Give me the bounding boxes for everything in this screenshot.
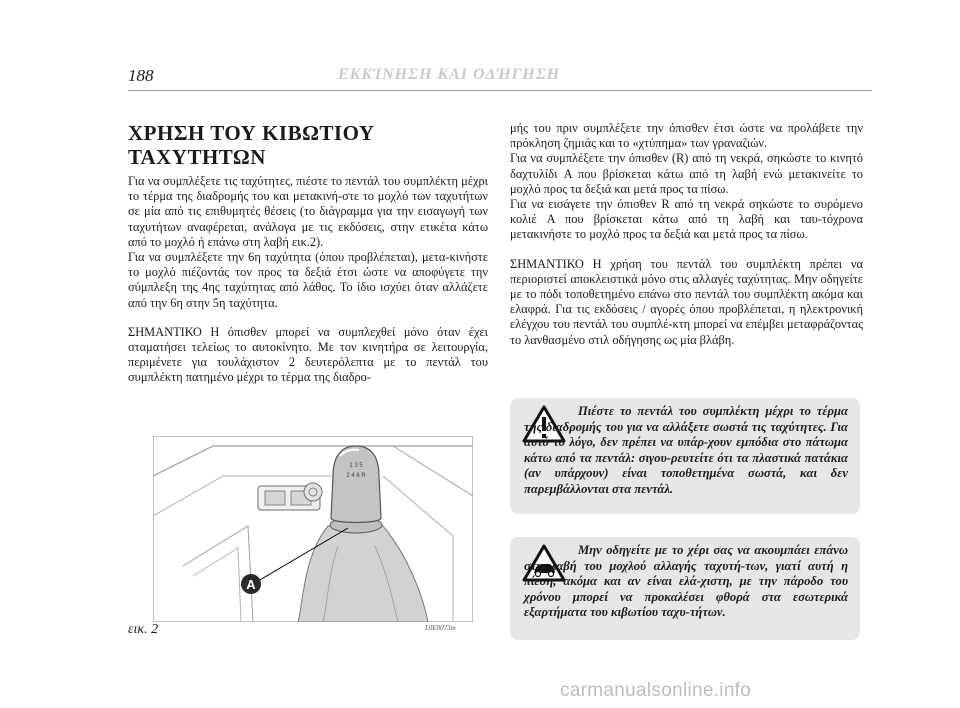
warning-box-pedal xyxy=(510,398,860,514)
knob-pattern-top: 1 3 5 xyxy=(349,463,363,469)
watermark: carmanualsonline.info xyxy=(560,680,752,701)
figure-caption: εικ. 2 xyxy=(128,622,159,637)
section-title-line1: ΧΡΗΣΗ ΤΟΥ ΚΙΒΩΤΙΟΥ xyxy=(128,121,375,145)
left-paragraph-2: Για να συμπλέξετε την 6η ταχύτητα (όπου προβλέπεται), μετα-κινήστε το μοχλό πιέζοντάς τον προς τα δεξιά έτσι ώστε να αποφύγετε την σύμπλεξη της 4ης ταχύτητας από λάθος. Το ίδιο ισχύει όταν αλλάζετε από την 6η στην 5η ταχύτητα. xyxy=(128,250,488,310)
page-number: 188 xyxy=(128,66,154,85)
gear-lever-figure xyxy=(153,436,473,622)
gear-lever-illustration xyxy=(153,436,473,622)
left-column xyxy=(128,174,488,400)
callout-a-label: A xyxy=(246,577,256,592)
right-paragraph-1: μής του πριν συμπλέξετε την όπισθεν έτσι ώστε να προλάβετε την πρόκληση ζημιάς και το «χτύπημα» των γραναζιών. xyxy=(510,121,863,151)
header-rule xyxy=(128,90,872,91)
right-column xyxy=(510,121,863,362)
left-paragraph-3: ΣΗΜΑΝΤΙΚΟ Η όπισθεν μπορεί να συμπλεχθεί μόνο όταν έχει σταματήσει τελείως το αυτοκίνητο. Με τον κινητήρα σε λειτουργία, περιμένετε για τουλάχιστον 2 δευτερόλεπτα με το πεντάλ του συμπλέκτη πατημένο μέχρι το τέρμα της διαδρο- xyxy=(128,324,488,385)
warning-text-pedal: Πιέστε το πεντάλ του συμπλέκτη μέχρι το τέρμα της διαδρομής του για να αλλάξετε σωστά τις ταχύτητες. Για αυτό το λόγο, δεν πρέπει να υπάρ-χουν εμπόδια στο πάτωμα κάτω από τα πεντάλ: σιγου-ρευτείτε ότι τα πλαστικά πατάκια (αν υπάρχουν) είναι τοποθετημένα σωστά, και δεν παρεμβάλλονται στα πεντάλ. xyxy=(524,404,848,496)
running-header: ΕΚΚΊΝΗΣΗ ΚΑΙ ΟΔΉΓΗΣΗ xyxy=(338,66,561,83)
right-paragraph-4: ΣΗΜΑΝΤΙΚΟ Η χρήση του πεντάλ του συμπλέκτη πρέπει να περιοριστεί αποκλειστικά μόνο στις αλλαγές ταχύτητας. Μην οδηγείτε με το πόδι τοποθετημένο επάνω στο πεντάλ του συμπλέκτη ακόμα και ελαφρά. Για τις εκδόσεις / αγορές όπου προβλέπεται, η ηλεκτρονική ελέγχου του πεντάλ του συμπλέ-κτη μπορεί να επέμβει μεταφράζοντας το λανθασμένο στιλ οδήγησης ως μία βλάβη. xyxy=(510,256,863,347)
section-title-line2: ΤΑΧΥΤΗΤΩΝ xyxy=(128,145,266,169)
right-paragraph-3: Για να εισάγετε την όπισθεν R από τη νεκρά σηκώστε το συρόμενο κολιέ A που βρίσκεται κάτω από τη λαβή και ταυ-τόχρονα μετακινήστε το μοχλό προς τα δεξιά και μετά προς τα πίσω. xyxy=(510,197,863,242)
warning-text-hand: Μην οδηγείτε με το χέρι σας να ακουμπάει επάνω στη λαβή του μοχλού αλλαγής ταχυτή-των, γιατί αυτή η πίεση, ακόμα και αν είναι ελά-χιστη, με την πάροδο του χρόνου μπορεί να προκαλέσει φθορά στα εσωτερικά εξαρτήματα του κιβωτίου ταχυ-τήτων. xyxy=(524,543,848,619)
warning-box-hand xyxy=(510,537,860,640)
left-paragraph-1: Για να συμπλέξετε τις ταχύτητες, πιέστε το πεντάλ του συμπλέκτη μέχρι το τέρμα της διαδρομής του και μετακινή-στε το μοχλό των ταχυτήτων σε μία από τις επιθυμητές θέσεις (το διάγραμμα για την εισαγωγή των ταχυτήτων αναφέρεται, ανάλογα με τις εκδόσεις, στην ετικέτα κάτω από το μοχλό ή επάνω στη λαβή εικ.2). xyxy=(128,174,488,249)
right-paragraph-2: Για να συμπλέξετε την όπισθεν (R) από τη νεκρά, σηκώστε το κινητό δαχτυλίδι A που βρίσκεται κάτω από τη λαβή ενώ μετακινείτε το μοχλό προς τα δεξιά και μετά προς τα πίσω. xyxy=(510,151,863,196)
section-title xyxy=(128,121,488,169)
figure-code: L0E0073m xyxy=(425,624,456,632)
knob-pattern-bottom: 2 4 6 R xyxy=(346,473,366,479)
